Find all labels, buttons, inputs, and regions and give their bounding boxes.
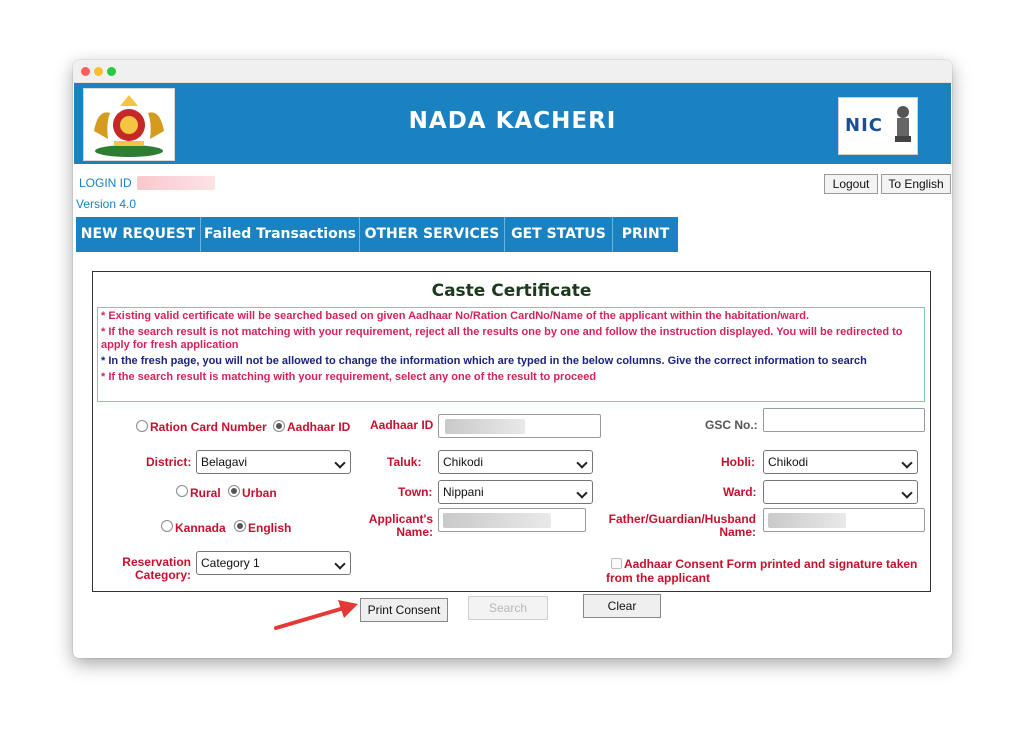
- ration-card-radio[interactable]: [136, 420, 148, 432]
- nic-logo: [838, 97, 918, 155]
- aadhaar-id-label: Aadhaar ID: [370, 418, 434, 432]
- window-titlebar: [73, 60, 952, 83]
- hobli-label: Hobli:: [721, 455, 755, 469]
- logout-button[interactable]: Logout: [824, 174, 878, 194]
- chevron-down-icon: [576, 457, 587, 468]
- reservation-category-select[interactable]: [196, 551, 351, 575]
- language-toggle-button[interactable]: To English: [881, 174, 951, 194]
- town-select[interactable]: [438, 480, 593, 504]
- main-nav: [76, 217, 678, 252]
- district-select-value: Belagavi: [201, 455, 248, 469]
- close-window-dot[interactable]: [81, 67, 90, 76]
- district-select[interactable]: [196, 450, 351, 474]
- maximize-window-dot[interactable]: [107, 67, 116, 76]
- chevron-down-icon: [576, 487, 587, 498]
- login-id-value-redacted: [137, 176, 215, 190]
- father-guardian-husband-name-label: Father/Guardian/Husband Name:: [608, 512, 756, 539]
- nic-logo-text: NIC: [845, 115, 883, 136]
- app-title: NADA KACHERI: [408, 108, 617, 134]
- aadhaar-id-radio[interactable]: [273, 420, 285, 432]
- nav-other-services[interactable]: OTHER SERVICES: [360, 217, 505, 252]
- town-select-value: Nippani: [443, 485, 484, 499]
- notice-line: * If the search result is matching with your requirement, select any one of the result to proceed: [101, 371, 597, 383]
- chevron-down-icon: [901, 487, 912, 498]
- taluk-select-value: Chikodi: [443, 455, 484, 469]
- notice-line: * If the search result is not matching with your requirement, reject all the results one by one and follow the instruction displayed. You will be redirected to apply for fresh application: [101, 326, 903, 351]
- nav-print[interactable]: PRINT: [621, 226, 670, 242]
- instructions-box: [97, 307, 925, 402]
- ward-label: Ward:: [723, 485, 757, 499]
- father-guardian-husband-name-input[interactable]: [763, 508, 925, 532]
- form-title: Caste Certificate: [431, 281, 592, 301]
- redacted-value: [768, 513, 846, 528]
- kannada-radio[interactable]: [161, 520, 173, 532]
- nav-new-request[interactable]: NEW REQUEST: [76, 217, 201, 252]
- nav-get-status[interactable]: GET STATUS: [505, 217, 613, 252]
- reservation-category-label: Reservation Category:: [122, 555, 191, 582]
- national-emblem-icon: [893, 104, 913, 148]
- aadhaar-id-radio-label: Aadhaar ID: [287, 420, 351, 434]
- redacted-value: [445, 419, 525, 434]
- clear-button[interactable]: Clear: [583, 594, 661, 618]
- ward-select[interactable]: [763, 480, 918, 504]
- chevron-down-icon: [334, 558, 345, 569]
- gsc-no-label: GSC No.:: [705, 418, 758, 432]
- minimize-window-dot[interactable]: [94, 67, 103, 76]
- notice-line: * Existing valid certificate will be searched based on given Aadhaar No/Ration CardNo/Name of the applicant within the habitation/ward.: [101, 310, 810, 322]
- browser-window: [73, 60, 952, 658]
- district-label: District:: [146, 455, 192, 469]
- rural-radio-label: Rural: [190, 486, 221, 500]
- applicant-name-input[interactable]: [438, 508, 586, 532]
- chevron-down-icon: [334, 457, 345, 468]
- search-button[interactable]: Search: [468, 596, 548, 620]
- notice-line: * In the fresh page, you will not be allowed to change the information which are typed in the below columns. Give the correct information to search: [101, 355, 867, 367]
- annotation-arrow-icon: [270, 594, 362, 636]
- nav-failed-transactions[interactable]: Failed Transactions: [201, 217, 360, 252]
- english-radio-label: English: [248, 521, 292, 535]
- kannada-radio-label: Kannada: [175, 521, 226, 535]
- town-label: Town:: [398, 485, 433, 499]
- urban-radio-label: Urban: [242, 486, 277, 500]
- hobli-select-value: Chikodi: [768, 455, 809, 469]
- header-banner: [74, 83, 951, 164]
- aadhaar-consent-label: Aadhaar Consent Form printed and signature taken from the applicant: [606, 557, 918, 585]
- ration-card-radio-label: Ration Card Number: [150, 420, 267, 434]
- gsc-no-input[interactable]: [763, 408, 925, 432]
- taluk-select[interactable]: [438, 450, 593, 474]
- redacted-value: [443, 513, 551, 528]
- aadhaar-id-input[interactable]: [438, 414, 601, 438]
- hobli-select[interactable]: [763, 450, 918, 474]
- urban-radio[interactable]: [228, 485, 240, 497]
- taluk-label: Taluk:: [387, 455, 422, 469]
- applicant-name-label: Applicant's Name:: [368, 512, 433, 539]
- caste-certificate-form: [92, 271, 931, 592]
- version-label: Version 4.0: [76, 197, 137, 211]
- chevron-down-icon: [901, 457, 912, 468]
- reservation-category-select-value: Category 1: [201, 556, 260, 570]
- print-consent-button[interactable]: Print Consent: [360, 598, 448, 622]
- login-id-label: LOGIN ID: [79, 176, 132, 190]
- rural-radio[interactable]: [176, 485, 188, 497]
- english-radio[interactable]: [234, 520, 246, 532]
